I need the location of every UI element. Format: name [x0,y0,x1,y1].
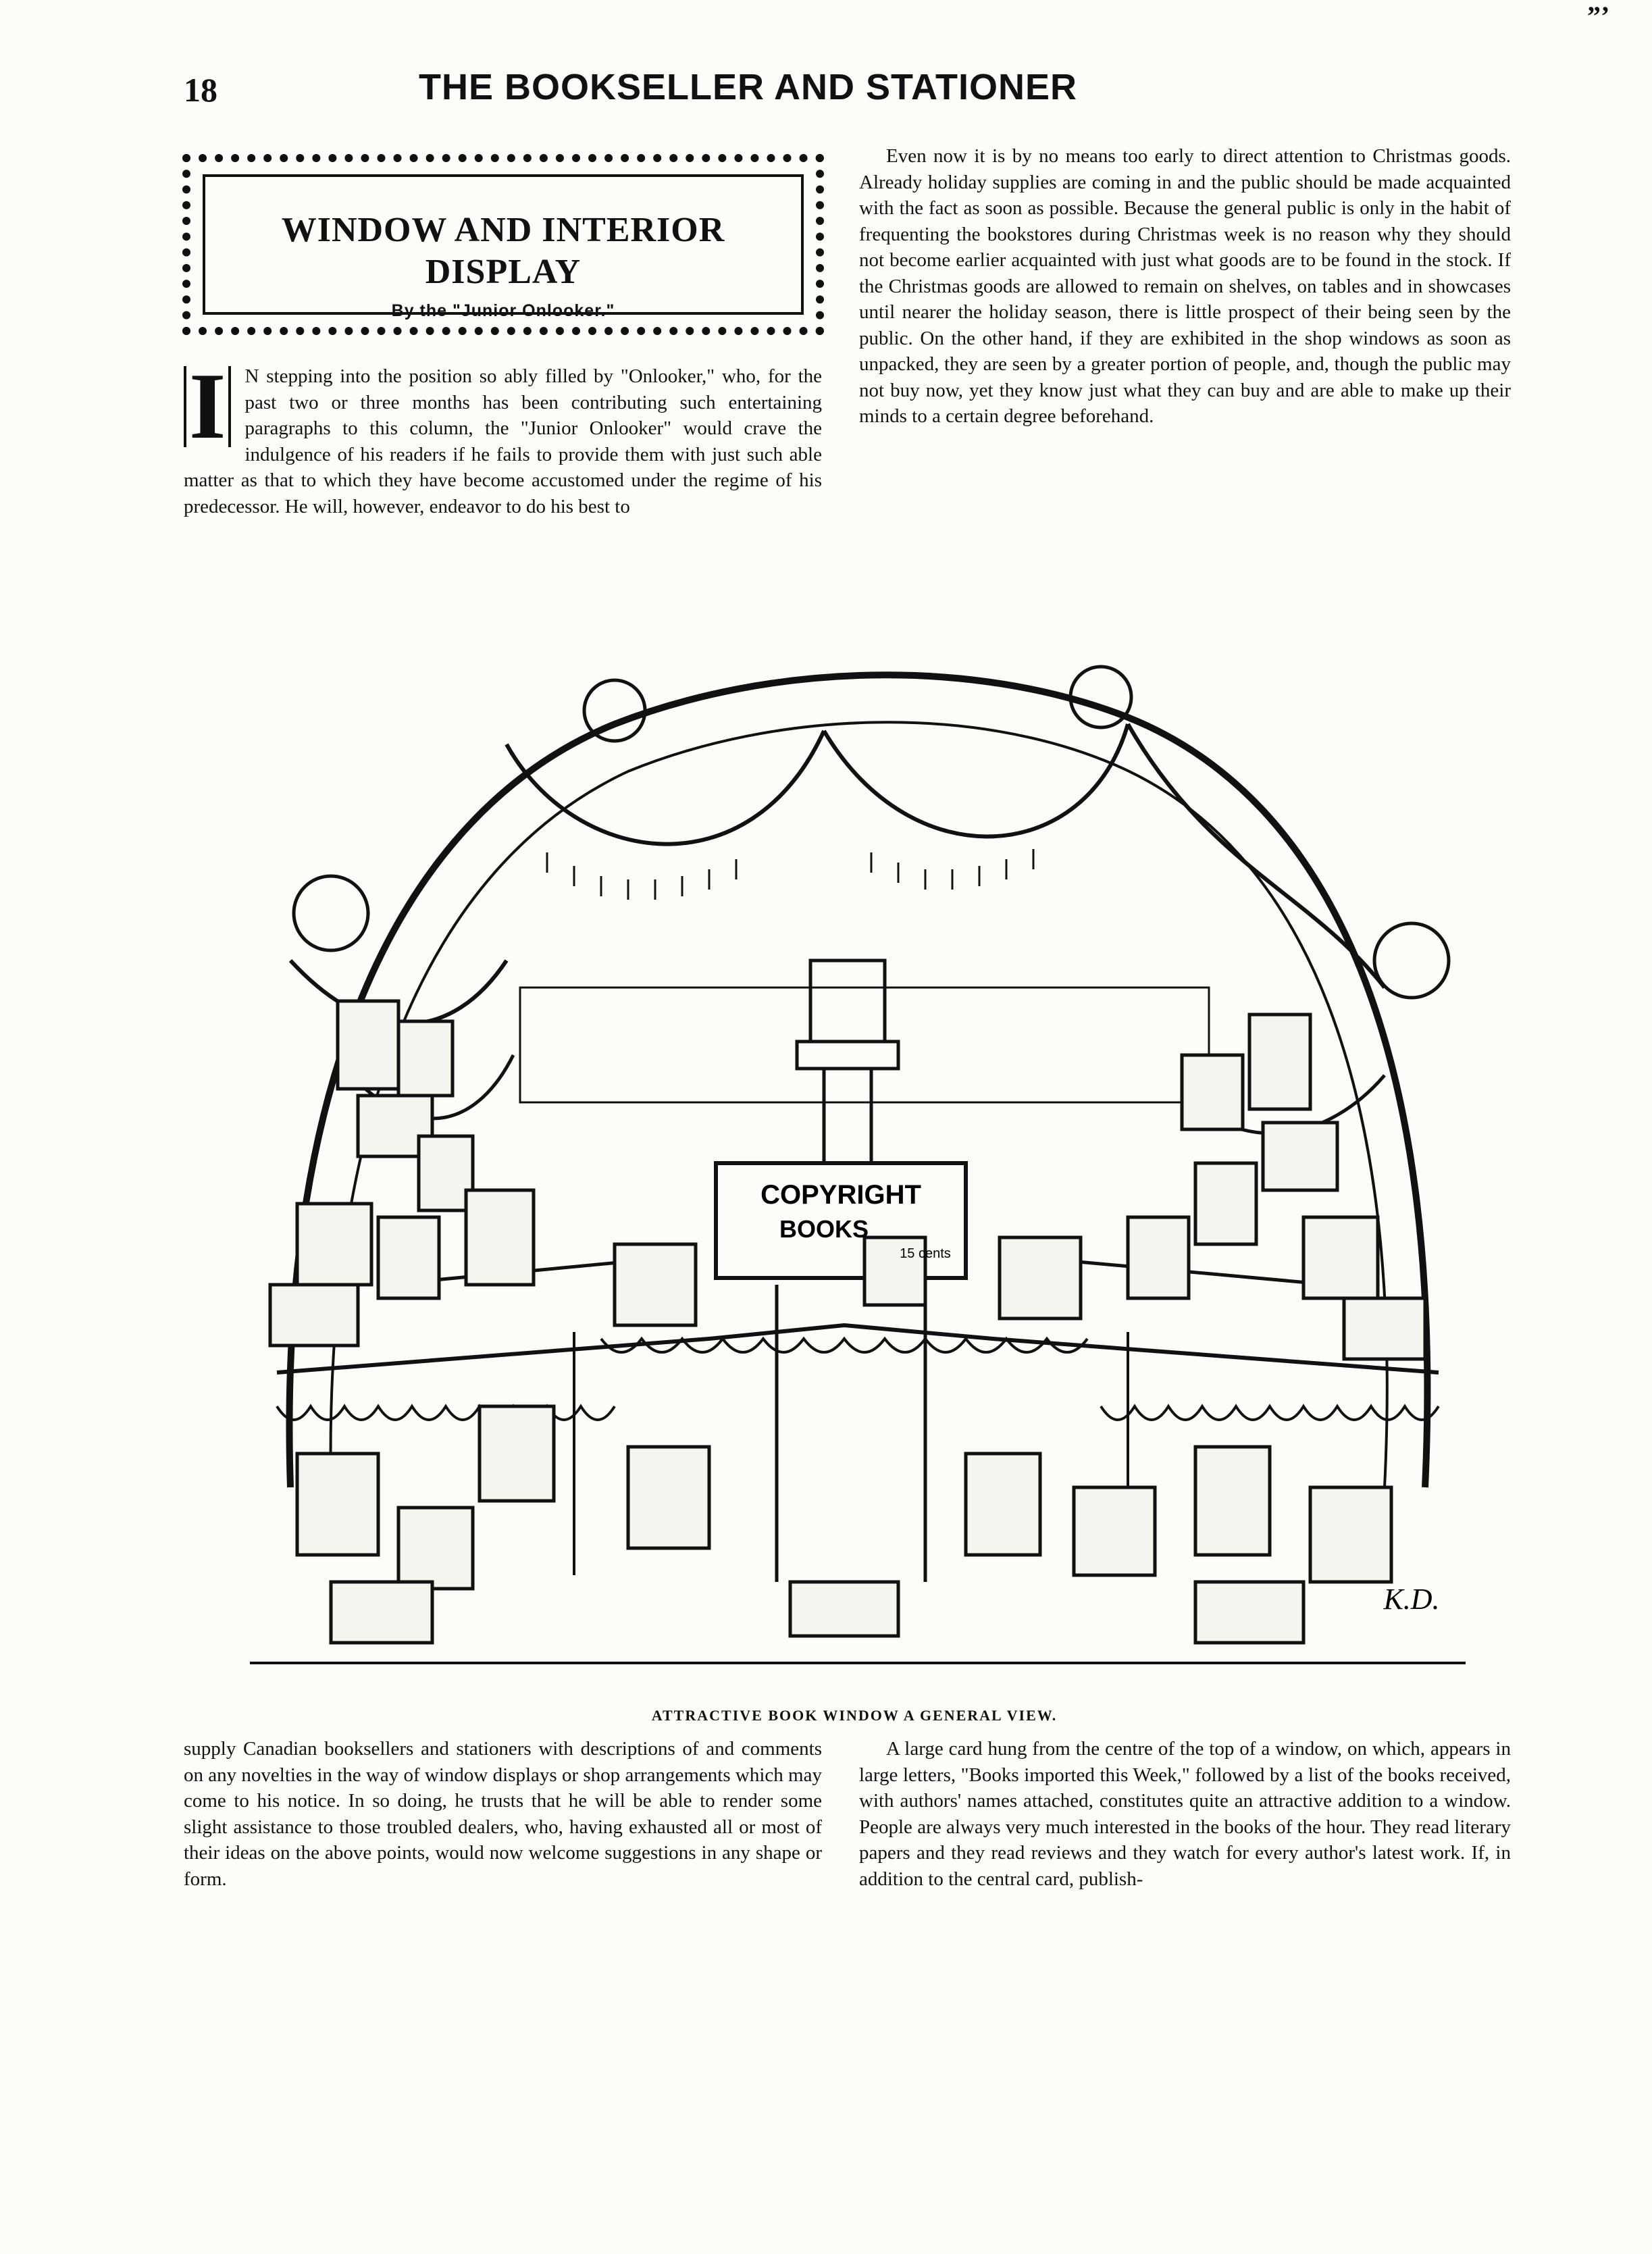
byline: By the "Junior Onlooker." [391,301,615,320]
paragraph-3: A large card hung from the centre of the top of a window, on which, appears in large letters, "Books imported this Week," followed by a list of the books received, with authors' names attached, constitutes quite an attractive addition to a window. People are always very much interested in the books of the hour. They read literary papers and they read reviews and they watch for every author's latest work. If, in addition to the central card, publish- [859,1738,1511,1890]
sign-line-3: 15 cents [900,1246,951,1261]
paragraph-2: Even now it is by no means too early to direct attention to Christmas goods. Already holiday supplies are coming in and the public should be made acquainted with the fact as soon as possible. Because the general public is only in the habit of frequenting the bookstores during Christmas week is no reason why they should not become earlier acquainted with just what goods are to be found in the stock. If the Christmas goods are allowed to remain on shelves, on tables and in showcases until nearer the holiday season, there is little prospect of their being seen by the public. On the other hand, if they are exhibited in the shop windows as soon as unpacked, they are seen by a greater portion of people, and, though the public may not buy now, yet they know just what they can buy and are able to make up their minds to a certain degree beforehand. [859,145,1511,427]
corner-mark: ”’ [1587,1,1610,31]
column-left-top [184,363,822,586]
column-left-bottom [184,1736,822,1993]
column-right-bottom [859,1736,1511,1993]
sign-line-1: COPYRIGHT [760,1180,921,1210]
column-right-top [859,143,1511,589]
article-title-box [182,154,824,335]
title-inner-frame [203,174,804,320]
paragraph-1-opening: N stepping into the position so ably filled by "Onlooker," who, for the past two or three months has been contributing such entertaining paragraphs to this column, the "Junior Onlooker" would crave the indulgence of his readers if he fails to provide them with just such able matter as that to which they have become accustomed under the regime of his predecessor. He will, however, endeavor to do his best to [184,365,822,517]
book-window-illustration [196,609,1513,1687]
sign-line-2: BOOKS [779,1215,869,1243]
paragraph-1-continued: supply Canadian booksellers and stationers with descriptions of and comments on any novelties in the way of window displays or shop arrangements which may come to his notice. In so doing, he trusts that he will be able to render some slight assistance to those troubled dealers, who, having exhausted all or most of their ideas on the above points, would now welcome suggestions in any shape or form. [184,1738,822,1890]
title-line-1: WINDOW AND INTERIOR [281,211,725,249]
article-title [205,209,801,293]
page-number: 18 [184,71,217,109]
drop-cap: I [184,366,231,447]
running-title: THE BOOKSELLER AND STATIONER [419,67,1078,107]
figure-caption: ATTRACTIVE BOOK WINDOW A GENERAL VIEW. [651,1707,1058,1724]
artist-signature: K.D. [1383,1583,1440,1616]
title-line-2: DISPLAY [425,253,582,291]
